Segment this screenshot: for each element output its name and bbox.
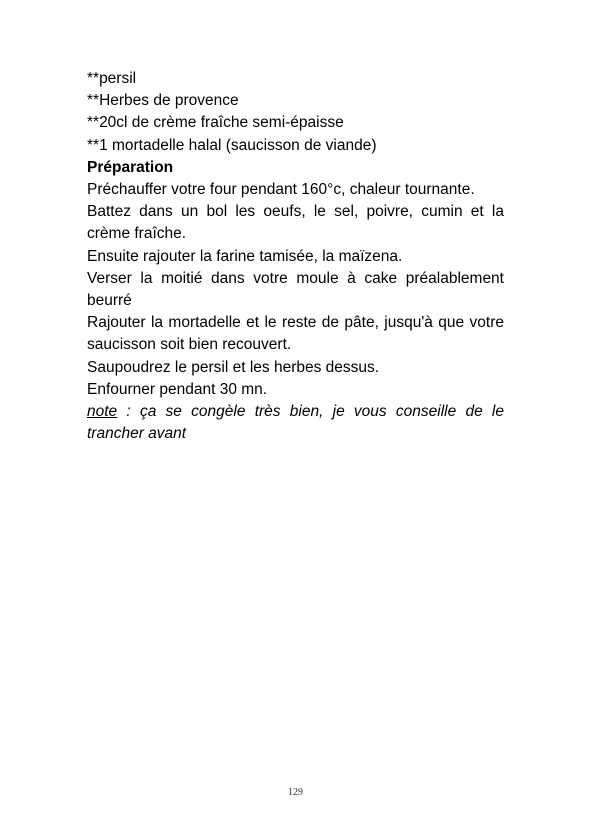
recipe-body [87, 68, 504, 445]
note-label: note [87, 403, 118, 421]
step-paragraph: Ensuite rajouter la farine tamisée, la maïzena. [87, 247, 403, 265]
note-text: : ça se congèle très bien, je vous conseille de le trancher avant [87, 403, 504, 443]
note-paragraph [87, 401, 504, 445]
step-paragraph: Rajouter la mortadelle et le reste de pâte, jusqu'à que votre saucisson soit bien recouvert. [87, 314, 504, 354]
ingredient-line: **20cl de crème fraîche semi-épaisse [87, 114, 344, 132]
step-paragraph: Verser la moitié dans votre moule à cake préalablement beurré [87, 269, 504, 310]
ingredient-line: **persil [87, 70, 137, 87]
step-paragraph: Saupoudrez le persil et les herbes dessus. [87, 358, 380, 376]
step-paragraph: Enfourner pendant 30 mn. [87, 380, 268, 398]
preparation-heading: Préparation [87, 158, 174, 176]
step-paragraph: Battez dans un bol les oeufs, le sel, poivre, cumin et la crème fraîche. [87, 203, 504, 243]
page-number: 129 [288, 787, 303, 798]
ingredient-line: **1 mortadelle halal (saucisson de viande) [87, 136, 377, 154]
ingredient-line: **Herbes de provence [87, 92, 239, 110]
step-paragraph: Préchauffer votre four pendant 160°c, chaleur tournante. [87, 181, 475, 199]
